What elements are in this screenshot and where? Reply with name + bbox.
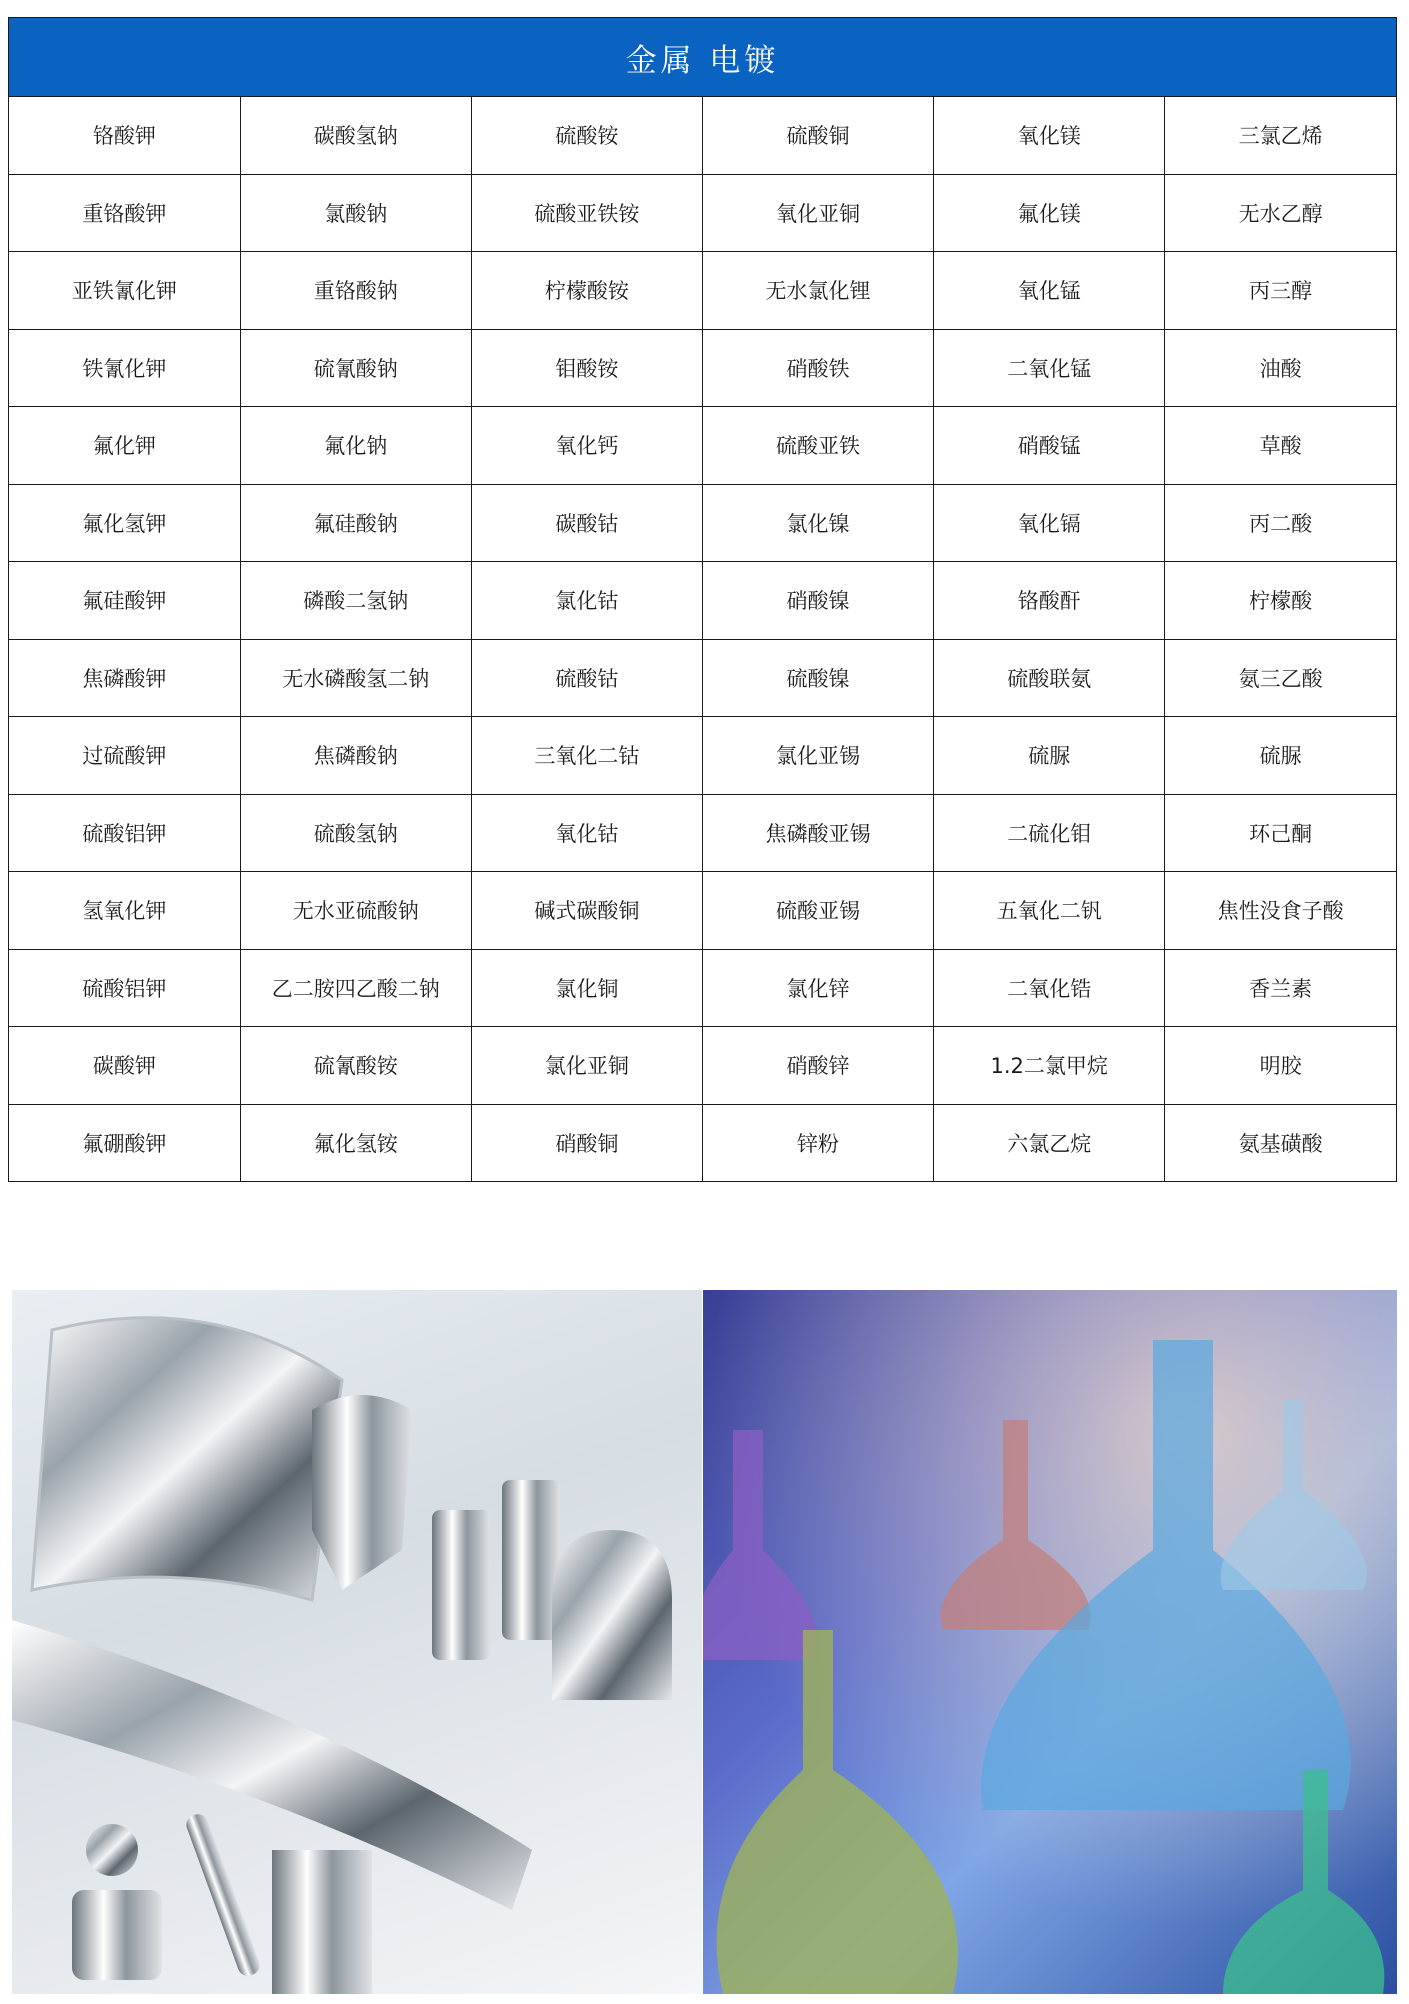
table-cell: 硝酸锰 [934,407,1165,485]
table-cell: 明胶 [1165,1027,1396,1105]
table-row [9,484,1396,562]
table-row [9,639,1396,717]
table-cell: 氯化钴 [471,562,702,640]
table-row [9,174,1396,252]
table-cell: 硫酸铝钾 [9,794,240,872]
table-cell: 焦磷酸亚锡 [702,794,933,872]
table-cell: 铁氰化钾 [9,329,240,407]
table-cell: 碳酸钴 [471,484,702,562]
table-cell: 铬酸钾 [9,97,240,174]
table-row [9,407,1396,485]
table-cell: 六氯乙烷 [934,1104,1165,1181]
table-cell: 碱式碳酸铜 [471,872,702,950]
table-cell: 氟硼酸钾 [9,1104,240,1181]
table-cell: 钼酸铵 [471,329,702,407]
table-row [9,1104,1396,1181]
table-cell: 无水磷酸氢二钠 [240,639,471,717]
table-cell: 氯化锌 [702,949,933,1027]
table-cell: 氨三乙酸 [1165,639,1396,717]
table-cell: 氯化镍 [702,484,933,562]
table-cell: 硝酸铁 [702,329,933,407]
table-cell: 碳酸氢钠 [240,97,471,174]
table-cell: 硫酸钴 [471,639,702,717]
table-cell: 氟化钠 [240,407,471,485]
table-cell: 硫酸铵 [471,97,702,174]
table-row [9,1027,1396,1105]
table-cell: 硫氰酸铵 [240,1027,471,1105]
table-cell: 1.2二氯甲烷 [934,1027,1165,1105]
table-cell: 氟化氢钾 [9,484,240,562]
table-cell: 氯酸钠 [240,174,471,252]
table-row [9,949,1396,1027]
table-cell: 无水氯化锂 [702,252,933,330]
table-cell: 硫酸铝钾 [9,949,240,1027]
table-cell: 硫脲 [1165,717,1396,795]
table-cell: 油酸 [1165,329,1396,407]
table-cell: 重铬酸钾 [9,174,240,252]
table-cell: 氨基磺酸 [1165,1104,1396,1181]
table-cell: 二氧化锰 [934,329,1165,407]
table-cell: 二氧化锆 [934,949,1165,1027]
table-cell: 铬酸酐 [934,562,1165,640]
table-cell: 氧化亚铜 [702,174,933,252]
table-cell: 氧化钴 [471,794,702,872]
table-cell: 氟化镁 [934,174,1165,252]
table-cell: 亚铁氰化钾 [9,252,240,330]
table-row [9,794,1396,872]
table-row [9,717,1396,795]
laboratory-flasks-photo [703,1290,1397,1994]
table-cell: 硫酸氢钠 [240,794,471,872]
table-cell: 三氧化二钴 [471,717,702,795]
table-row [9,329,1396,407]
table-cell: 硫酸亚锡 [702,872,933,950]
table-cell: 碳酸钾 [9,1027,240,1105]
table-cell: 无水乙醇 [1165,174,1396,252]
table-cell: 五氧化二钒 [934,872,1165,950]
table-cell: 柠檬酸 [1165,562,1396,640]
table-cell: 氟硅酸钾 [9,562,240,640]
table-cell: 硝酸铜 [471,1104,702,1181]
table-row [9,97,1396,174]
table-cell: 氟化钾 [9,407,240,485]
table-cell: 磷酸二氢钠 [240,562,471,640]
table-cell: 重铬酸钠 [240,252,471,330]
table-cell: 丙三醇 [1165,252,1396,330]
table-cell: 环己酮 [1165,794,1396,872]
table-title: 金属 电镀 [9,18,1396,97]
table-cell: 无水亚硫酸钠 [240,872,471,950]
chemical-grid [9,97,1396,1181]
chemical-table [8,17,1397,1182]
table-cell: 氯化铜 [471,949,702,1027]
table-cell: 三氯乙烯 [1165,97,1396,174]
table-cell: 硝酸锌 [702,1027,933,1105]
table-cell: 过硫酸钾 [9,717,240,795]
electroplated-parts-photo [12,1290,702,1994]
table-cell: 香兰素 [1165,949,1396,1027]
table-cell: 硫酸联氨 [934,639,1165,717]
table-cell: 丙二酸 [1165,484,1396,562]
table-row [9,872,1396,950]
table-cell: 柠檬酸铵 [471,252,702,330]
table-cell: 硫酸亚铁 [702,407,933,485]
table-cell: 氧化镉 [934,484,1165,562]
table-row [9,562,1396,640]
table-cell: 焦磷酸钾 [9,639,240,717]
table-cell: 氧化镁 [934,97,1165,174]
table-cell: 氟硅酸钠 [240,484,471,562]
table-cell: 焦性没食子酸 [1165,872,1396,950]
table-cell: 乙二胺四乙酸二钠 [240,949,471,1027]
table-cell: 氢氧化钾 [9,872,240,950]
table-cell: 硝酸镍 [702,562,933,640]
table-cell: 氯化亚铜 [471,1027,702,1105]
table-cell: 二硫化钼 [934,794,1165,872]
table-cell: 锌粉 [702,1104,933,1181]
table-cell: 焦磷酸钠 [240,717,471,795]
table-cell: 硫脲 [934,717,1165,795]
table-cell: 硫酸镍 [702,639,933,717]
table-cell: 氧化锰 [934,252,1165,330]
table-cell: 硫酸亚铁铵 [471,174,702,252]
table-cell: 氧化钙 [471,407,702,485]
table-cell: 硫酸铜 [702,97,933,174]
table-cell: 氯化亚锡 [702,717,933,795]
table-cell: 草酸 [1165,407,1396,485]
table-cell: 硫氰酸钠 [240,329,471,407]
table-cell: 氟化氢铵 [240,1104,471,1181]
table-row [9,252,1396,330]
